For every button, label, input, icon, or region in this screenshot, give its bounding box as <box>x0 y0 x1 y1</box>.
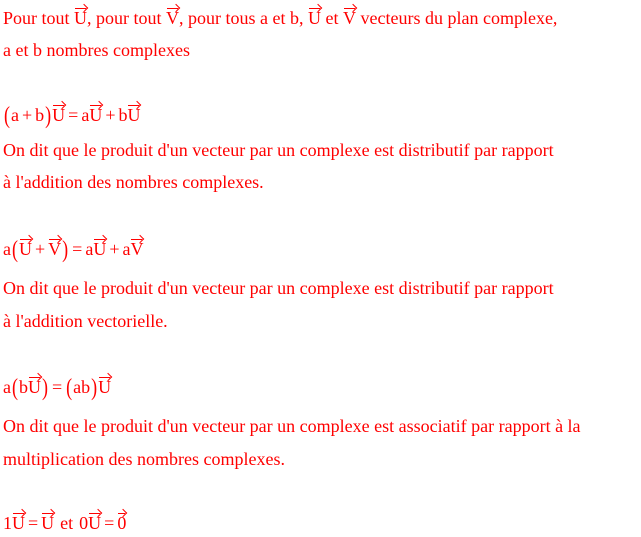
intro-text: , pour tout <box>87 8 167 28</box>
vector-u: U <box>74 8 88 28</box>
prop2-explanation-2: à l'addition vectorielle. <box>3 311 168 331</box>
formula-identity-zero: 1U = U et 0U = 0 <box>3 513 127 533</box>
intro-line-2: a et b nombres complexes <box>3 40 190 60</box>
intro-text: et <box>321 8 343 28</box>
vector-u: U <box>52 105 66 125</box>
prop2-explanation-1: On dit que le produit d'un vecteur par un complexe est distributif par rapport <box>3 278 554 298</box>
vector-u: U <box>12 513 25 533</box>
formula-associative: a(bU) = (ab)U <box>3 373 112 401</box>
vector-u: U <box>89 105 103 125</box>
prop3-explanation-2: multiplication des nombres complexes. <box>3 449 285 469</box>
intro-line-1 <box>3 7 557 29</box>
vector-u: U <box>88 513 102 533</box>
intro-text: Pour tout <box>3 8 75 28</box>
vector-v: V <box>343 8 356 28</box>
intro-text: , pour tous a et b, <box>179 8 308 28</box>
vector-u: U <box>41 513 55 533</box>
formula-distributive-scalars: (a + b)U = aU + bU <box>4 101 141 129</box>
vector-u: U <box>93 239 107 259</box>
vector-u: U <box>308 8 321 28</box>
vector-u: U <box>98 377 112 397</box>
vector-u: U <box>19 239 32 259</box>
formula-distributive-vectors: a(U + V) = aU + aV <box>3 235 144 263</box>
intro-text: vecteurs du plan complexe, <box>356 8 558 28</box>
vector-v: V <box>166 8 180 28</box>
vector-v: V <box>130 239 144 259</box>
vector-v: V <box>48 239 62 259</box>
prop3-explanation-1: On dit que le produit d'un vecteur par un complexe est associatif par rapport à la <box>3 416 581 436</box>
prop1-explanation-2: à l'addition des nombres complexes. <box>3 172 264 192</box>
vector-u: U <box>28 377 41 397</box>
prop1-explanation-1: On dit que le produit d'un vecteur par un complexe est distributif par rapport <box>3 140 554 160</box>
vector-u: U <box>127 105 141 125</box>
zero-vector: 0 <box>117 513 127 533</box>
